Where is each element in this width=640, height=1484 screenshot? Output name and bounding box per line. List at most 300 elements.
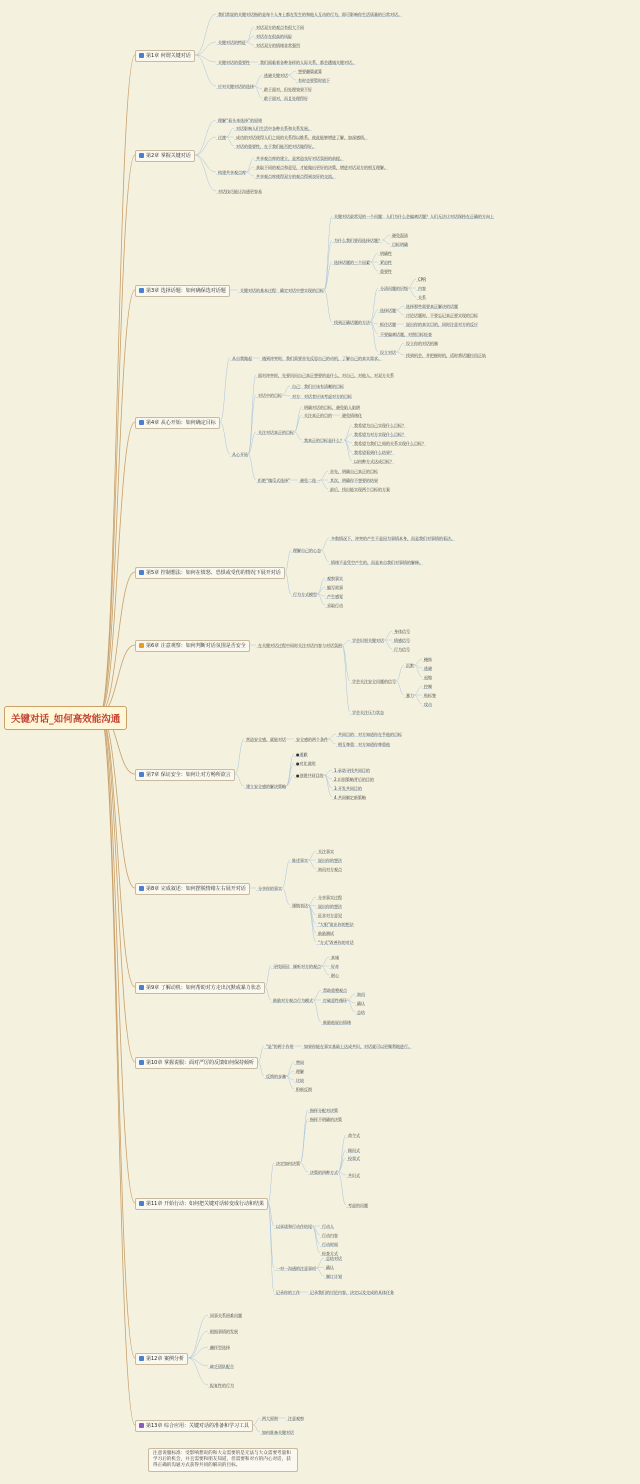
map-node: 逃避 bbox=[424, 665, 432, 671]
map-node: 关键对话的基本过程：确定对话中想实现的目标 bbox=[240, 287, 324, 293]
map-node: 投票式 bbox=[348, 1155, 360, 1161]
map-node: 沉默 bbox=[406, 662, 414, 668]
map-node: 从自我做起 bbox=[232, 355, 252, 361]
map-node: 编写故事 bbox=[327, 584, 343, 590]
map-node: 以何种方式达成目标？ bbox=[354, 458, 394, 464]
chapter-node bbox=[135, 1057, 258, 1069]
connector-line bbox=[282, 386, 290, 395]
map-node: 我希望看到什么结果？ bbox=[354, 449, 394, 455]
map-node: 命令式 bbox=[348, 1132, 360, 1138]
map-node: 对话双方的观点有很大不同 bbox=[256, 24, 304, 30]
map-node: "是"的两个作用 bbox=[266, 1043, 294, 1049]
map-node: 成功的对话使得人们之间的关系得以维系，彼此能够增进了解，加深感情。 bbox=[236, 134, 368, 140]
map-node: 决策的四种方式 bbox=[310, 1169, 338, 1175]
connector-line bbox=[396, 665, 404, 681]
map-node: 安全感的两个条件 bbox=[296, 736, 328, 742]
chapter-node bbox=[135, 567, 285, 579]
map-node: 2.识别策略背后的目的 bbox=[334, 776, 374, 782]
map-node: 好奇 bbox=[331, 963, 339, 969]
connector-line bbox=[268, 1203, 274, 1292]
connector-line bbox=[286, 763, 294, 786]
connector-line bbox=[342, 640, 350, 645]
chapter-label: 第10章 掌握说服：面对严厉的反馈如何保持倾听 bbox=[146, 1060, 254, 1066]
chapter-node bbox=[135, 640, 250, 652]
connector-line bbox=[408, 279, 416, 288]
map-node: 采取行动 bbox=[327, 602, 343, 608]
map-node: 重要性 bbox=[380, 268, 392, 274]
connector-line bbox=[308, 860, 316, 869]
connector-line bbox=[300, 1119, 308, 1163]
connector-line bbox=[195, 155, 216, 172]
map-node: 理解 bbox=[296, 1068, 304, 1074]
map-node: 建立安全感的解决策略 bbox=[246, 783, 286, 789]
connector-line bbox=[100, 713, 135, 1425]
map-node: 我希望为对方实现什么目标？ bbox=[354, 431, 406, 437]
map-node: 我希望为自己实现什么目标？ bbox=[354, 422, 406, 428]
chapter-label: 第5章 控制想法：如何在愤怒、恐惧或受伤的情况下展开对话 bbox=[146, 570, 281, 576]
map-node: 3.开发共同目的 bbox=[334, 785, 362, 791]
connector-line bbox=[265, 966, 271, 987]
connector-line bbox=[324, 216, 332, 290]
map-node: 鼓励他说出情绪 bbox=[323, 1019, 351, 1025]
map-node: 观察事实 bbox=[327, 575, 343, 581]
connector-line bbox=[288, 75, 296, 80]
map-node: 为什么我们要再选择话题？ bbox=[334, 237, 382, 243]
map-node: 比较 bbox=[296, 1077, 304, 1083]
map-node: 贴标签 bbox=[424, 692, 436, 698]
connector-line bbox=[347, 994, 355, 1000]
chapter-label: 第2章 掌握关键对话 bbox=[146, 153, 191, 159]
connector-line bbox=[246, 27, 254, 42]
chapter-label: 第13章 综合应用：关键对话的准备和学习工具 bbox=[146, 1423, 249, 1429]
blue-flag-icon bbox=[139, 772, 144, 777]
map-node: 注意观察 bbox=[288, 1415, 304, 1421]
map-node: 寻找原因：倾听对方的观点 bbox=[273, 963, 321, 969]
map-node: 讨论话题时，不要忘记真正要实现的目标 bbox=[406, 312, 478, 318]
map-node: 应对关键对话的选择 bbox=[218, 83, 254, 89]
map-node: ●对比说明 bbox=[296, 760, 316, 766]
map-node: 避免二选一 bbox=[300, 477, 320, 483]
map-node: 理解“看头来选择”的原则 bbox=[218, 117, 263, 123]
connector-line bbox=[282, 860, 290, 888]
connector-line bbox=[226, 128, 234, 137]
chapter-label: 第9章 了解动机：如何帮助对方走出沉默或暴力状态 bbox=[146, 985, 261, 991]
map-node: 打破恶性循环 bbox=[323, 997, 347, 1003]
map-node: 鼓励对方观点行为模式 bbox=[273, 997, 313, 1003]
connector-line bbox=[328, 734, 336, 739]
blue-flag-icon bbox=[139, 53, 144, 58]
map-node: 紧迫性 bbox=[380, 259, 392, 265]
connector-line bbox=[188, 1331, 208, 1358]
blue-flag-icon bbox=[139, 570, 144, 575]
map-node: 行动时间 bbox=[322, 1241, 338, 1247]
map-node: 自己：我们应该有清晰的目标 bbox=[292, 383, 344, 389]
connector-line bbox=[344, 440, 352, 461]
map-node: 情感信号 bbox=[394, 637, 410, 643]
connector-line bbox=[300, 1110, 308, 1163]
connector-line bbox=[253, 1418, 260, 1425]
map-node: 学会关注安全问题的信号 bbox=[352, 678, 396, 684]
map-node: 对话中的目标 bbox=[258, 392, 282, 398]
map-node: 攻击 bbox=[424, 701, 432, 707]
connector-line bbox=[226, 137, 234, 146]
connector-line bbox=[220, 358, 230, 422]
map-node: 顾问式 bbox=[348, 1147, 360, 1153]
map-node: 一对一沟通的注意事项 bbox=[276, 1265, 316, 1271]
map-node: 行动人 bbox=[322, 1223, 334, 1229]
chapter-node bbox=[135, 285, 230, 297]
map-node: 真诚 bbox=[331, 954, 339, 960]
map-node: 考虑的问题 bbox=[348, 1202, 368, 1208]
connector-line bbox=[396, 343, 404, 352]
connector-line bbox=[265, 987, 271, 1000]
connector-line bbox=[312, 1226, 320, 1244]
connector-line bbox=[294, 432, 302, 440]
map-node: 积极反馈 bbox=[296, 1086, 312, 1092]
chapter-node bbox=[135, 883, 250, 895]
connector-line bbox=[370, 288, 378, 322]
map-node: 选择那些需要真正解决的话题 bbox=[406, 303, 458, 309]
chapter-label: 第1章 何谓关键对话 bbox=[146, 53, 191, 59]
map-node: 对话技巧能让沟通更容易 bbox=[218, 188, 262, 194]
map-node: 对方：对话者应该考虑对方的目标 bbox=[292, 393, 352, 399]
root-topic: 关键对话_如何高效能沟通 bbox=[4, 706, 127, 730]
map-node: 我真正的目标是什么？ bbox=[304, 437, 344, 443]
map-node: 关注事实 bbox=[318, 848, 334, 854]
connector-line bbox=[282, 888, 290, 905]
map-node: 对话影响人们生活中各种关系和关系发展。 bbox=[236, 125, 312, 131]
map-node: 缺乏团队配合 bbox=[210, 1363, 234, 1369]
map-node: 说出你的想法 bbox=[318, 857, 342, 863]
chapter-node bbox=[135, 1420, 253, 1432]
map-node: 共识式 bbox=[348, 1172, 360, 1178]
connector-line bbox=[100, 155, 135, 713]
map-node: 询问 bbox=[357, 991, 365, 997]
orange-flag-icon bbox=[139, 643, 144, 648]
map-node: 理解自己的心态 bbox=[293, 547, 321, 553]
map-node: 记录我们的讨论内容，决定以及完成的具体任务 bbox=[310, 1289, 394, 1295]
map-node: 报复性的行为 bbox=[210, 1382, 234, 1388]
connector-line bbox=[248, 454, 256, 480]
map-node: 以承诺和行动作结尾 bbox=[276, 1223, 312, 1229]
map-node: 对话存在很高的风险 bbox=[256, 33, 292, 39]
map-node: 对话双方的情绪非常强烈 bbox=[256, 42, 300, 48]
connector-line bbox=[195, 55, 216, 86]
map-node: 谨慎表达 bbox=[292, 902, 308, 908]
connector-line bbox=[235, 774, 244, 786]
blue-flag-icon bbox=[139, 1201, 144, 1206]
chapter-node bbox=[135, 982, 265, 994]
blue-flag-icon bbox=[139, 153, 144, 158]
connector-line bbox=[195, 42, 216, 55]
map-node: 指挥分配对决策 bbox=[310, 1107, 338, 1113]
connector-line bbox=[246, 42, 254, 45]
chapter-node bbox=[135, 769, 235, 781]
map-node: 逃避关键对话 bbox=[264, 72, 288, 78]
chapter-node bbox=[135, 150, 195, 162]
connector-line bbox=[188, 1315, 208, 1358]
connector-line bbox=[324, 290, 332, 322]
connector-line bbox=[408, 288, 416, 297]
connector-line bbox=[258, 1062, 264, 1076]
blue-flag-icon bbox=[139, 420, 144, 425]
connector-line bbox=[268, 1163, 274, 1203]
map-node: 共享观点库的建立，是营造良好对话氛围的前提。 bbox=[256, 155, 344, 161]
connector-line bbox=[248, 395, 256, 454]
chapter-label: 第3章 选择话题：如何确保选对话题 bbox=[146, 288, 226, 294]
connector-line bbox=[100, 55, 135, 713]
connector-line bbox=[344, 425, 352, 440]
map-node: 明确对话的目标，避免陷入陷阱 bbox=[304, 404, 360, 410]
map-node: 决定如何决策 bbox=[276, 1160, 300, 1166]
map-node: 关注对话真正的目标 bbox=[258, 429, 294, 435]
connector-line bbox=[100, 713, 135, 1062]
map-node: 确认 bbox=[326, 1264, 334, 1270]
chapter-label: 第12章 案例分析 bbox=[146, 1356, 184, 1362]
map-node: 有时也要暂时放下 bbox=[298, 77, 330, 83]
map-node: 关键对话的重要性 bbox=[218, 59, 250, 65]
map-node: 抓住话题 bbox=[380, 321, 396, 327]
map-node: CPR bbox=[418, 276, 426, 282]
map-node: 情绪不是凭空产生的，而是来自我们对事情的解释。 bbox=[331, 559, 423, 565]
map-node: 分享你的事实 bbox=[258, 885, 282, 891]
map-node: 行为信号 bbox=[394, 646, 410, 652]
map-node: 最后，找出能实现两个目标的方案 bbox=[330, 486, 390, 492]
connector-line bbox=[282, 395, 290, 396]
map-node: 我们常说的关键对话指的是每个人身上都在发生的和他人互动的行为，即可影响你生活质量的日常对话。 bbox=[218, 11, 402, 17]
map-node: 找到正确话题的方法 bbox=[334, 319, 370, 325]
connector-line bbox=[246, 172, 254, 176]
map-node: 行动内容 bbox=[322, 1232, 338, 1238]
map-node: 帮助重塑观点 bbox=[323, 987, 347, 993]
map-node: 如何准备关键对话 bbox=[262, 1429, 294, 1435]
connector-line bbox=[317, 578, 325, 594]
connector-line bbox=[316, 1258, 324, 1268]
map-node: 反馈的步骤 bbox=[266, 1073, 286, 1079]
map-node: 根据事情的发展 bbox=[210, 1328, 238, 1334]
connector-line bbox=[338, 1172, 346, 1205]
connector-line bbox=[317, 594, 325, 605]
connector-line bbox=[370, 262, 378, 271]
blue-flag-icon bbox=[139, 886, 144, 891]
connector-line bbox=[382, 235, 390, 240]
connector-line bbox=[246, 158, 254, 172]
connector-line bbox=[342, 645, 350, 712]
map-node: 在关键对话过程中同时关注对话内容与对话氛围 bbox=[258, 642, 342, 648]
connector-line bbox=[100, 422, 135, 713]
map-node: 暴力 bbox=[406, 692, 414, 698]
map-node: 对话的重要性，在于我们能否把对话做得好。 bbox=[236, 143, 316, 149]
map-node: 产生感觉 bbox=[327, 593, 343, 599]
connector-line bbox=[396, 306, 404, 310]
map-node: 关键对话最常见的一个问题：人们为什么会偏离话题？人们无法让对话保持在正确的方向上 bbox=[334, 213, 494, 219]
connector-line bbox=[321, 966, 329, 975]
map-node: 4.共同制定新策略 bbox=[334, 794, 366, 800]
map-node: 掩饰 bbox=[424, 656, 432, 662]
connector-line bbox=[308, 851, 316, 860]
connector-line bbox=[100, 713, 135, 1358]
map-node: 选择话题 bbox=[380, 307, 396, 313]
connector-line bbox=[382, 240, 390, 244]
map-node: 遇到冲突时，我们需要首先反思自己的动机，了解自己的真实需求。 bbox=[262, 355, 382, 361]
chapter-label: 第8章 完成叙述：如何摆脱情绪左右展开对话 bbox=[146, 886, 246, 892]
map-node: 询问对方观点 bbox=[318, 866, 342, 872]
connector-line bbox=[285, 550, 291, 572]
map-node: 拒绝“傻瓜式选择” bbox=[258, 477, 291, 483]
map-node: 设立对话 bbox=[380, 349, 396, 355]
connector-line bbox=[253, 1425, 260, 1432]
map-node: ●创建共同目的 bbox=[296, 772, 324, 778]
map-node: 记录你的工作 bbox=[276, 1289, 300, 1295]
map-node: 面对冲突时，先要问问自己真正想要的是什么，对自己、对他人、对双方关系 bbox=[258, 372, 394, 378]
map-node: 陈述事实 bbox=[292, 857, 308, 863]
connector-line bbox=[396, 352, 404, 355]
connector-line bbox=[396, 681, 404, 695]
chapter-node bbox=[135, 417, 220, 429]
connector-line bbox=[308, 905, 316, 933]
map-node: 鼓励测试 bbox=[318, 930, 334, 936]
purple-flag-icon bbox=[139, 1423, 144, 1428]
map-node: 1.承诺寻找共同目的 bbox=[334, 767, 370, 773]
chapter-node bbox=[135, 1353, 188, 1365]
connector-line bbox=[195, 155, 216, 191]
chapter-label: 第11章 开始行动：如何把关键对话转变成行动和结果 bbox=[146, 1201, 264, 1207]
summary-note: 注意说服标准：受影响想说的和大众需要的是无法与大众需要考量和学习后的机会，并且需要和朋友知道，但需要和对方的内心对话，获得正确的沟通方式获得共同的解决的目标。 bbox=[148, 1448, 298, 1472]
chapter-node bbox=[135, 50, 195, 62]
map-node: 关键对话的特征 bbox=[218, 39, 246, 45]
connector-line bbox=[414, 695, 422, 704]
map-node: 说出你的想法 bbox=[318, 903, 342, 909]
blue-flag-icon bbox=[139, 288, 144, 293]
connector-line bbox=[195, 137, 216, 155]
map-node: 征求对方意见 bbox=[318, 912, 342, 918]
connector-line bbox=[308, 897, 316, 905]
connector-line bbox=[313, 990, 321, 1000]
map-node: 检查方式 bbox=[322, 1250, 338, 1256]
map-node: 目标明确 bbox=[392, 241, 408, 247]
map-node: 学会关注压力状态 bbox=[352, 709, 384, 715]
map-node: 敢于面对，而且处理得好 bbox=[264, 95, 308, 101]
map-node: 制订计划 bbox=[326, 1273, 342, 1279]
connector-line bbox=[100, 290, 135, 713]
map-node: 共同目的：对方知道你在乎他的目标 bbox=[338, 731, 402, 737]
connector-line bbox=[384, 640, 392, 649]
blue-flag-icon bbox=[139, 1060, 144, 1065]
map-node: 关注真正的目的 bbox=[304, 412, 332, 418]
map-node: 退缩 bbox=[424, 674, 432, 680]
blue-flag-icon bbox=[139, 985, 144, 990]
map-node: 耐心 bbox=[331, 972, 339, 978]
map-node: 身体信号 bbox=[394, 628, 410, 634]
connector-line bbox=[254, 75, 262, 86]
map-node: 说出你的真实目的，同时注意对方的反应 bbox=[406, 321, 478, 327]
map-node: 总结 bbox=[357, 1009, 365, 1015]
map-node: 同事关系困难问题 bbox=[210, 1312, 242, 1318]
map-node: 首先，明确自己真正的目标 bbox=[330, 468, 378, 474]
connector-line bbox=[321, 957, 329, 966]
connector-line bbox=[288, 71, 296, 75]
map-node: 构建共享观点库 bbox=[218, 169, 246, 175]
map-node: 分享事实过程 bbox=[318, 894, 342, 900]
connector-line bbox=[313, 1000, 321, 1022]
connector-line bbox=[338, 1135, 346, 1172]
connector-line bbox=[370, 322, 378, 352]
map-node: 设立你的对话机制 bbox=[406, 340, 438, 346]
map-node: 我们面临着各种各样的人际关系，都会遭遇关键对话。 bbox=[260, 59, 356, 65]
map-node: 确认 bbox=[357, 1000, 365, 1006]
connector-line bbox=[321, 550, 329, 562]
map-node: 幽怀型选择 bbox=[210, 1344, 230, 1350]
map-node: 获取不同的观点和意见，才能做出更好的决策，增进对话双方的相互理解。 bbox=[256, 164, 388, 170]
connector-line bbox=[414, 659, 422, 665]
map-node: 避免混淆 bbox=[392, 232, 408, 238]
map-node: 控制 bbox=[424, 683, 432, 689]
connector-line bbox=[286, 1062, 294, 1076]
connector-line bbox=[328, 739, 336, 744]
map-node: 敢于面对，但处理效果不好 bbox=[264, 86, 312, 92]
map-node: 选择话题的三个因素 bbox=[334, 259, 370, 265]
connector-line bbox=[396, 310, 404, 315]
map-node: ●道歉 bbox=[296, 751, 308, 757]
map-node: 过渡 bbox=[218, 134, 226, 140]
connector-line bbox=[324, 770, 332, 775]
map-node: 营造安全感，就能对话 bbox=[246, 736, 286, 742]
connector-line bbox=[320, 480, 328, 489]
connector-line bbox=[300, 1163, 308, 1172]
connector-line bbox=[414, 686, 422, 695]
chapter-node bbox=[135, 1198, 268, 1210]
connector-line bbox=[294, 415, 302, 432]
connector-line bbox=[370, 253, 378, 262]
map-node: 不要偏离话题，对照目标检查 bbox=[380, 331, 432, 337]
map-node: "方式"改善你的对话 bbox=[318, 939, 354, 945]
connector-line bbox=[324, 240, 332, 290]
connector-line bbox=[220, 422, 230, 454]
map-node: 分清问题的层级 bbox=[380, 285, 408, 291]
connector-line bbox=[235, 739, 244, 774]
map-node: 其次，明确你不想要的结果 bbox=[330, 477, 378, 483]
connector-line bbox=[294, 407, 302, 432]
map-node: 从心开始 bbox=[232, 451, 248, 457]
map-node: 相互尊重：对方知道你尊重他 bbox=[338, 741, 390, 747]
map-node: 多数情况下，冲突的产生不是因为事情本身，而是我们对事情的看法。 bbox=[331, 535, 455, 541]
connector-line bbox=[258, 1046, 264, 1062]
connector-line bbox=[320, 471, 328, 480]
connector-line bbox=[324, 775, 332, 797]
blue-flag-icon bbox=[139, 1356, 144, 1361]
map-node: 内容 bbox=[418, 285, 426, 291]
connector-line bbox=[321, 538, 329, 550]
map-node: 我希望为我们之间的关系实现什么目标？ bbox=[354, 440, 426, 446]
map-node: 指挥不明确的决策 bbox=[310, 1116, 342, 1122]
chapter-label: 第6章 注意观察：如何判断对话氛围是否安全 bbox=[146, 643, 246, 649]
map-node: 共享观点库使得双方的观点得到良好的交流。 bbox=[256, 173, 336, 179]
chapter-label: 第7章 保证安全：如何让对方畅所欲言 bbox=[146, 772, 231, 778]
map-node: 如果你能在事实基础上达成共识，对话就可以更顺利地进行。 bbox=[304, 1043, 412, 1049]
map-node: 两大原则 bbox=[262, 1415, 278, 1421]
map-node: 行为方式模型 bbox=[293, 591, 317, 597]
connector-line bbox=[316, 1268, 324, 1276]
map-node: 关系 bbox=[418, 294, 426, 300]
connector-line bbox=[100, 713, 135, 1203]
map-node: 找到机会，并把握时机，适时将话题拉回正轨 bbox=[406, 352, 486, 358]
map-node: "大胆"说出你的想法 bbox=[318, 921, 354, 927]
map-node: 明确性 bbox=[380, 250, 392, 256]
chapter-label: 第4章 从心开始：如何确定目标 bbox=[146, 420, 216, 426]
map-node: 想要翻篇就算 bbox=[298, 68, 322, 74]
map-node: 学会识别关键对话 bbox=[352, 637, 384, 643]
connector-line bbox=[285, 572, 291, 594]
